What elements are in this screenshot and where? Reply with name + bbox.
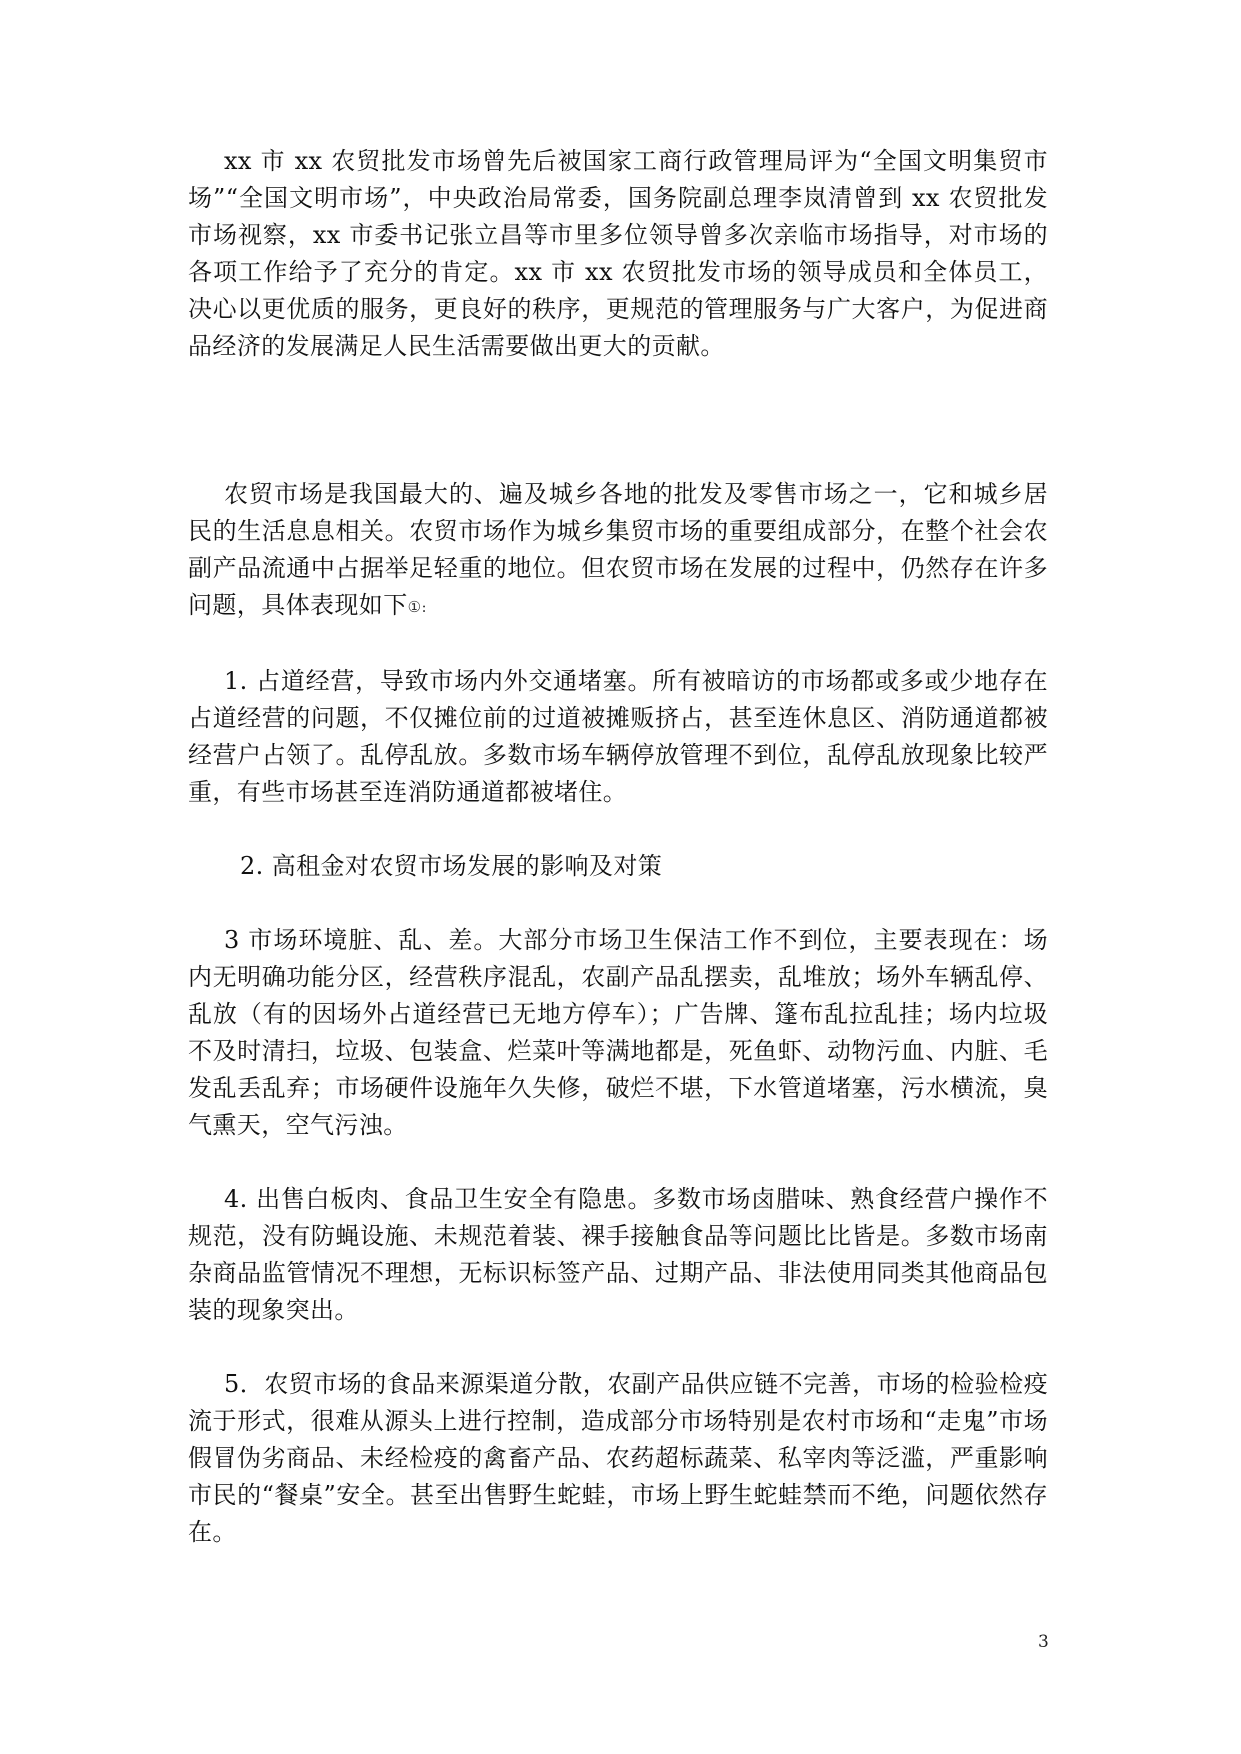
paragraph-text: 农贸市场是我国最大的、遍及城乡各地的批发及零售市场之一，它和城乡居民的生活息息相关。农贸市场作为城乡集贸市场的重要组成部分，在整个社会农副产品流通中占据举足轻重的地位。但农贸市场在发展的过程中，仍然存在许多问题，具体表现如下 xyxy=(188,480,1048,619)
paragraph-spacer xyxy=(188,1144,1048,1181)
paragraph-spacer xyxy=(188,626,1048,663)
paragraph-market-problems-intro xyxy=(188,476,1048,626)
paragraph-spacer xyxy=(188,365,1048,476)
section-heading-high-rent: 2. 高租金对农贸市场发展的影响及对策 xyxy=(240,852,663,880)
paragraph-item-5-supply-chain: 5．农贸市场的食品来源渠道分散，农副产品供应链不完善，市场的检验检疫流于形式，很难从源头上进行控制，造成部分市场特别是农村市场和“走鬼”市场假冒伪劣商品、未经检疫的禽畜产品、农药超标蔬菜、私宰肉等泛滥，严重影响市民的“餐桌”安全。甚至出售野生蛇蛙，市场上野生蛇蛙禁而不绝，问题依然存在。 xyxy=(188,1370,1048,1546)
paragraph-item-4-food-safety: 4. 出售白板肉、食品卫生安全有隐患。多数市场卤腊味、熟食经营户操作不规范，没有防蝇设施、未规范着装、裸手接触食品等问题比比皆是。多数市场南杂商品监管情况不理想，无标识标签产品、过期产品、非法使用同类其他商品包装的现象突出。 xyxy=(188,1185,1048,1324)
document-body xyxy=(188,143,1048,1551)
paragraph-item-1-road-occupation: 1. 占道经营，导致市场内外交通堵塞。所有被暗访的市场都或多或少地存在占道经营的问题，不仅摊位前的过道被摊贩挤占，甚至连休息区、消防通道都被经营户占领了。乱停乱放。多数市场车辆停放管理不到位，乱停乱放现象比较严重，有些市场甚至连消防通道都被堵住。 xyxy=(188,667,1048,806)
paragraph-spacer xyxy=(188,1329,1048,1366)
paragraph-item-3-environment: 3 市场环境脏、乱、差。大部分市场卫生保洁工作不到位，主要表现在：场内无明确功能分区，经营秩序混乱，农副产品乱摆卖，乱堆放；场外车辆乱停、乱放（有的因场外占道经营已无地方停车）；广告牌、篷布乱拉乱挂；场内垃圾不及时清扫，垃圾、包装盒、烂菜叶等满地都是，死鱼虾、动物污血、内脏、毛发乱丢乱弃；市场硬件设施年久失修，破烂不堪，下水管道堵塞，污水横流，臭气熏天，空气污浊。 xyxy=(188,926,1048,1139)
paragraph-market-honors: xx 市 xx 农贸批发市场曾先后被国家工商行政管理局评为“全国文明集贸市场”“全国文明市场”，中央政治局常委，国务院副总理李岚清曾到 xx 农贸批发市场视察，xx 市委书记张立昌等市里多位领导曾多次亲临市场指导，对市场的各项工作给予了充分的肯定。xx 市 xx 农贸批发市场的领导成员和全体员工，决心以更优质的服务，更良好的秩序，更规范的管理服务与广大客户，为促进商品经济的发展满足人民生活需要做出更大的贡献。 xyxy=(188,147,1048,360)
paragraph-spacer xyxy=(188,811,1048,848)
page-number: 3 xyxy=(1038,1632,1049,1652)
footnote-marker: ①: xyxy=(407,598,427,616)
paragraph-spacer xyxy=(188,885,1048,922)
